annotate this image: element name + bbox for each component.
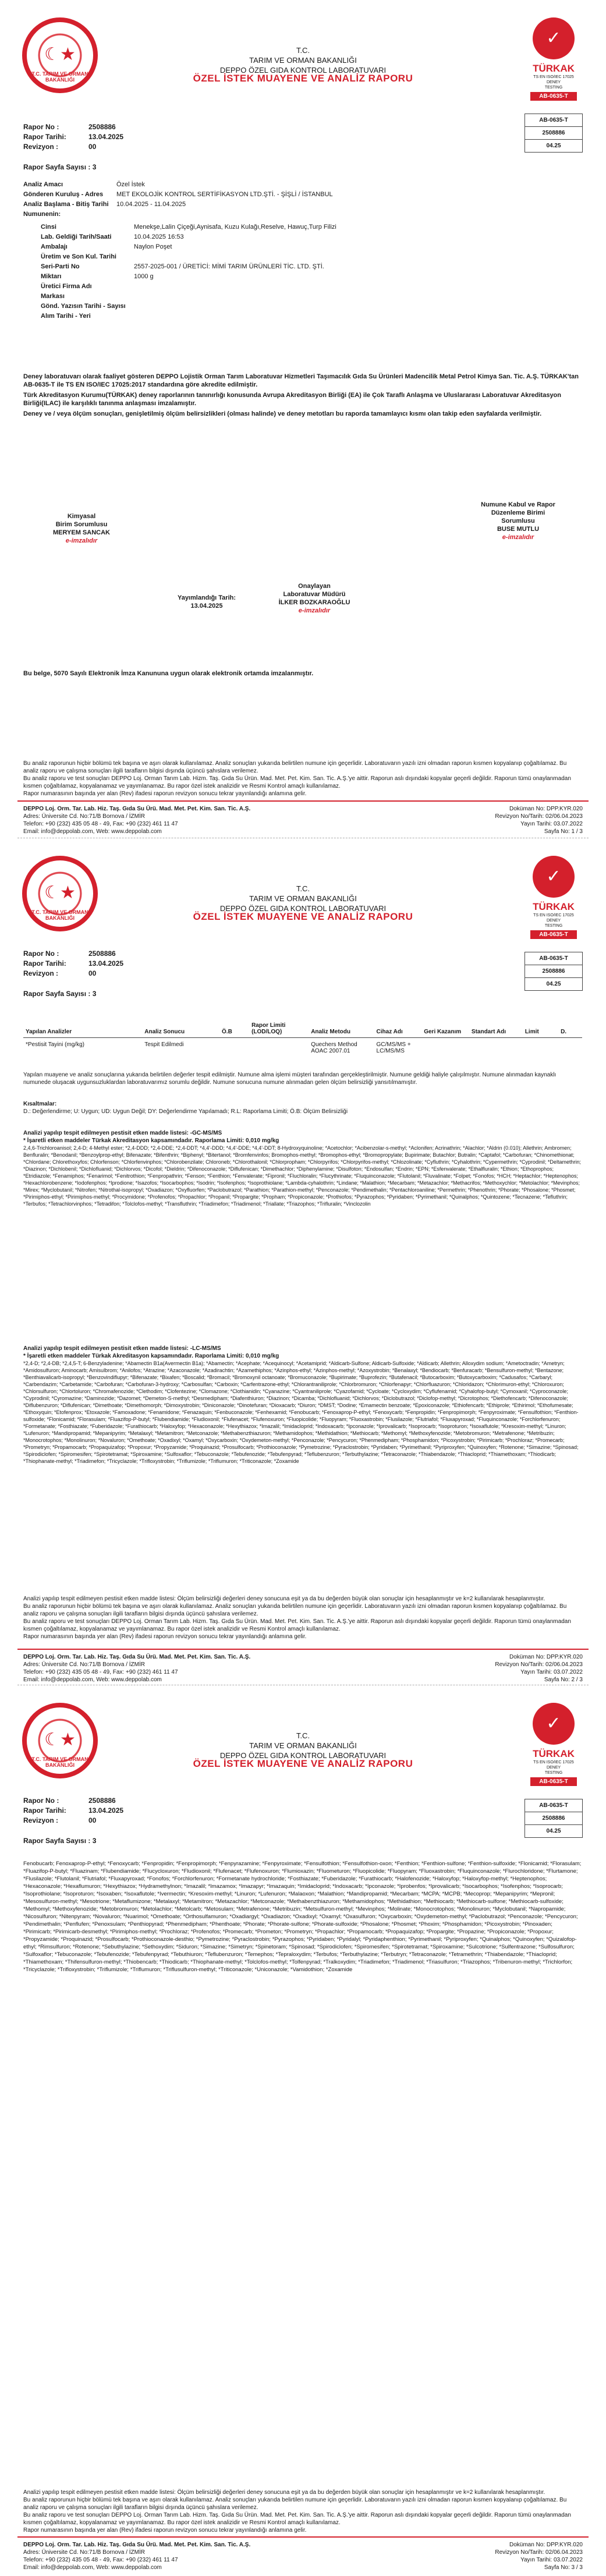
signer-chemical: Kimyasal Birim Sorumlusu MERYEM SANCAK e-imzalıdır xyxy=(53,513,110,544)
abbreviations: Kısaltmalar: D.: Değerlendirme; U: Uygun; UD: Uygun Değil; DY: Değerlendirme Yapılamadı; R.L: Raporlama Limiti; Ö.B: Ölçüm Belirsizliği xyxy=(23,1101,348,1115)
sample-info: Analiz Amacı Özel İstek Gönderen Kuruluş - Adres MET EKOLOJİK KONTROL SERTİFİKASYON LTD.ŞTİ. - ŞİŞLİ / İSTANBUL Analiz Başlama - Bitiş Tarihi 10.04.2025 - 11.04.2025 Numunenin: Cinsi Menekşe,Lalin Çiçeği,Aynisafa, Kuzu Kulağı,Reselve, Hawuç,Turp Filizi Lab. Geldiği Tarih/Saati 10.04.2025 16:53 Ambalajı Naylon Poşet Üretim ve Son Kul. Tarihi Seri-Parti No 2557-2025-001 / ÜRETİCİ: MİMİ TARIM ÜRÜNLERİ TİC. LTD. ŞTİ. Miktarı 1000 g Üretici Firma Adı Markası Gönd. Yazısın Tarihi - Sayısı Alım Tarihi - Yeri xyxy=(23,181,336,320)
page-footer: DEPPO Loj. Orm. Tar. Lab. Hiz. Taş. Gıda Su Ürü. Mad. Met. Pet. Kim. San. Tic. A.Ş. Adres: Üniversite Cd. No:71/B Bornova / İZMİR Telefon: +90 (232) 435 05 48 - 49, Fax: +90 (232) 461 11 47 Email: info@deppolab.com, Web: www.deppolab.com Doküman No: DPP.KYR.020 Revizyon No/Tarih: 02/06.04.2023 Yayın Tarihi: 03.07.2022 Sayfa No: 1 / 3 xyxy=(17,800,589,835)
accreditation-statement: Deney laboratuvarı olarak faaliyet gösteren DEPPO Lojistik Orman Tarım Laboratuvar Hizmetleri Taşımacılık Gıda Su Ürünleri Madencilik Metal Petrol Kimya San. Tic. A.Ş. TÜRKAK'tan AB-0635-T ile TS EN ISO/IEC 17025:2017 standardına göre akredite edilmiştir. Türk Akreditasyon Kurumu(TÜRKAK) deney raporlarının tanınırlığı konusunda Avrupa Akreditasyon Birliği (EA) ile Çok Taraflı Anlaşma ve Uluslararası Laboratuvar Akreditasyon Birliği(ILAC) ile karşılıklı tanınma anlaşması imzalamıştır. Deney ve / veya ölçüm sonuçları, genişletilmiş ölçüm belirsizlikleri (olması halinde) ve deney metotları bu raporda tamamlayıcı kısmı olan takip eden sayfalarda verilmiştir. xyxy=(23,373,579,417)
ministry-heading: T.C. TARIM VE ORMAN BAKANLIĞI DEPPO ÖZEL GIDA KONTROL LABORATUVARI xyxy=(219,46,387,75)
turkak-emblem-icon: ✓ xyxy=(533,856,575,898)
signer-lab-manager: Onaylayan Laboratuvar Müdürü İLKER BOZKARAOĞLU e-imzalıdır xyxy=(278,583,350,614)
ministry-seal: ☾★ T.C. TARIM VE ORMAN BAKANLIĞI xyxy=(22,856,98,931)
accreditation-box: AB-0635-T 2508886 04.25 xyxy=(525,1799,583,1838)
table-row: *Pestisit Tayini (mg/kg) Tespit Edilmedi Quechers Method AOAC 2007.01 GC/MS/MS + LC/MS/MS xyxy=(26,1041,411,1054)
result-notes: Yapılan muayene ve analiz sonuçlarına yukarıda belirtilen değerler tespit edilmiştir. Numune alma işlemi müşteri tarafından gerçekleştirilmiştir. Numune geldiği haliyle çalışılmıştır. Numune alınmadan kaynaklı numunede oluşacak uygunsuzluklardan laboratuvarımız sorumlu değildir. Numune sonucuna numune alınmadan gelen ölçüm belirsizliği yansıtılmamıştır. xyxy=(23,1072,557,1086)
ministry-heading: T.C. TARIM VE ORMAN BAKANLIĞI DEPPO ÖZEL GIDA KONTROL LABORATUVARI xyxy=(219,1731,387,1760)
lc-msms-list: Analizi yapılıp tespit edilmeyen pestisit etken madde listesi: -LC-MS/MS * İşaretli etken maddeler Türkak Akreditasyon kapsamındadır. Raporlama Limiti: 0,010 mg/kg *2,4-D; *2,4-DB; *2,4,5-T; 6-Benzyladenine; *Abamectin B1a(Avermectin B1a); *Abamectin; *Acephate; *Acequinocyl; *Acetamiprid; *Aldicarb-Sulfone; Aldicarb-Sulfoxide; *Aldicarb; Allethrin; Alloxydim sodium; *Ametoctradin; *Ametryn; *Amidosulfuron; Aminocarb; Amisulbrom; *Anilofos; *Atrazine; *Azaconazole; *Azadirachtin; *Azamethiphos; *Azinphos-ethyl; *Azinphos-methyl; *Azoxystrobin; *Benalaxyl; *Bendiocarb; *Benfuracarb; *Bensulfuron-methyl; *Bentazone; *Benthiavalicarb-isopropyl; *Benzovindiflupyr; *Bifenazate; *Bixafen; *Boscalid; *Bromacil; *Bromoxynil octanoate; *Bromuconazole; *Bupirimate; *Buprofezin; *Butafenacil; *Butocarboxim; *Butoxycarboxim; *Cadusafos; *Carbaryl; *Carbendazim; *Carbetamide; *Carbofuran; *Carbofuran-3-hydroxy; *Carbosulfan; *Carboxin; *Carfentrazone-ethyl; *Chlorantraniliprole; *Chlorbromuron; *Chlorfenapyr; *Chlorfluazuron; *Chloridazon; *Chlorimuron-ethyl; *Chloroxuron; *Chlorsulfuron; *Chlortoluron; *Chromafenozide; *Clethodim; *Clofentezine; *Clomazone; *Clothianidin; *Cyanazine; *Cyantraniliprole; *Cyazofamid; *Cycloate; *Cycloxydim; *Cyflufenamid; *Cyhalofop-butyl; *Cymoxanil; *Cyproconazole; *Cyprodinil; *Cyromazine; *Daminozide; *Dazomet; *Demeton-S-methyl; *Desmedipham; *Diafenthiuron; *Diazinon; *Dicamba; *Dichlofluanid; *Dichlorvos; *Diclobutrazol; *Diclofop-methyl; *Dicrotophos; *Diethofencarb; *Difenoconazole; *Diflubenzuron; *Diflufenican; *Dimethoate; *Dimethomorph; *Dimoxystrobin; *Diniconazole; *Dinotefuran; *Dioxacarb; *Diuron; *DMST; *Dodine; *Emamectin benzoate; *Epoxiconazole; *Ethiofencarb; *Ethiprole; *Ethirimol; *Ethofumesate; *Ethoxyquin; *Etofenprox; *Etoxazole; *Famoxadone; *Fenamidone; *Fenazaquin; *Fenbuconazole; *Fenhexamid; *Fenobucarb; *Fenoxaprop-P-ethyl; *Fenoxycarb; *Fenpropidin; *Fenpropimorph; *Fenpyroximate; *Fensulfothion; *Fenthion-sulfoxide; *Flonicamid; *Florasulam; *Fluazifop-P-butyl; *Flubendiamide; *Fludioxonil; *Flufenacet; *Flufenoxuron; *Fluopicolide; *Fluopyram; *Fluoxastrobin; *Flusilazole; *Flutriafol; *Fluxapyroxad; *Fluquinconazole; *Forchlorfenuron; *Formetanate; *Fosthiazate; *Fuberidazole; *Furathiocarb; *Haloxyfop; *Hexaconazole; *Hexythiazox; *Imazalil; *Imidacloprid; *Indoxacarb; *Ipconazole; *Iprovalicarb; *Isoprocarb; *Isoproturon; *Isoxaflutole; *Kresoxim-methyl; *Linuron; *Lufenuron; *Mandipropamid; *Mepanipyrim; *Metalaxyl; *Metamitron; *Metconazole; *Methabenzthiazuron; *Methamidophos; *Methidathion; *Methiocarb; *Methomyl; *Methoxyfenozide; *Metobromuron; *Metrafenone; *Metribuzin; *Monocrotophos; *Monolinuron; *Novaluron; *Omethoate; *Oxadixyl; *Oxamyl; *Oxycarboxin; *Oxydemeton-methyl; *Penconazole; *Pencycuron; *Phenmedipham; *Phosphamidon; *Picoxystrobin; *Pirimicarb; *Prochloraz; *Promecarb; *Prometryn; *Propamocarb; *Propaquizafop; *Propoxur; *Propyzamide; *Proquinazid; *Prosulfocarb; *Prothioconazole; *Pymetrozine; *Pyraclostrobin; *Pyridaben; *Pyrimethanil; *Pyriproxyfen; *Quinoxyfen; *Rotenone; *Simazine; *Spinosad; *Spirodiclofen; *Spiromesifen; *Spirotetramat; *Spiroxamine; *Sulfoxaflor; *Tebuconazole; *Tebufenozide; *Tebufenpyrad; *Teflubenzuron; *Terbuthylazine; *Tetraconazole; *Thiabendazole; *Thiacloprid; *Thiamethoxam; *Thiodicarb; *Thiophanate-methyl; *Triadimefon; *Tricyclazole; *Trifloxystrobin; *Triflumizole; *Triflumuron; *Triticonazole; *Zoxamide xyxy=(23,1345,579,1464)
page-footer: DEPPO Loj. Orm. Tar. Lab. Hiz. Taş. Gıda Su Ürü. Mad. Met. Pet. Kim. San. Tic. A.Ş. Adres: Üniversite Cd. No:71/B Bornova / İZMİR Telefon: +90 (232) 435 05 48 - 49, Fax: +90 (232) 461 11 47 Email: info@deppolab.com, Web: www.deppolab.com Doküman No: DPP.KYR.020 Revizyon No/Tarih: 02/06.04.2023 Yayın Tarihi: 03.07.2022 Sayfa No: 2 / 3 xyxy=(17,1649,589,1684)
accreditation-box: AB-0635-T 2508886 04.25 xyxy=(525,114,583,153)
page-number: Sayfa No: 1 / 3 xyxy=(544,828,583,835)
gc-msms-list: Analizi yapılıp tespit edilmeyen pestisit etken madde listesi: -GC-MS/MS * İşaretli etken maddeler Türkak Akreditasyon kapsamındadır. Raporlama Limiti: 0,010 mg/kg 2,4,6-Trichloroanisol; 2,4-D; 4-Methyl ester; *2,4-DDD; *2,4-DDE; *2,4-DDT; *4,4'-DDD; *4,4'-DDE; *4,4'-DDT; 8-Hydroxyquinoline; *Acetochlor; *Acibenzolar-s-methyl; *Aclonifen; Acrinathrin; *Alachlor; *Aldrin (0.010); Allethrin; Ambromen; Benfluralin; *Benodanil; *Benzoylprop-ethyl; Bifenazate; *Bifenthrin; *Biphenyl; *Bitertanol; *Bromfenvinfos; Bromophos-methyl; *Bromophos-ethyl; *Bromopropylate; Bupirimate; Butachlor; Butralin; *Captafol; *Carbofuran; *Chinomethionat; *Chlordane; Chlorethoxyfos; Chlorfenson; *Chlorfenvinphos; *Chlorobenzilate; Chloroneb; *Chlorothalonil; *Chlorpropham; *Chlorpyrifos; *Chlorpyrifos-methyl; *Chlozolinate; *Cyfluthrin; *Cyhalothrin; *Cypermethrin; *Cyprodinil; *Deltamethrin; *Diazinon; *Dichlobenil; *Dichlofluanid; *Dichlorvos; *Dicofol; *Dieldrin; *Difenoconazole; *Diflufenican; *Dimethachlor; *Diphenylamine; *Disulfoton; *Endosulfan; *Endrin; *EPN; *Esfenvalerate; *Ethalfluralin; *Ethion; *Ethoprophos; *Etridiazole; *Fenamiphos; *Fenarimol; *Fenitrothion; *Fenpropathrin; *Fenson; *Fenthion; *Fenvalerate; *Fipronil; *Fluchloralin; *Flucythrinate; *Fluquinconazole; *Flutolanil; *Fluvalinate; *Folpet; *Fonofos; *HCH; *Heptachlor; *Heptenophos; *Hexachlorobenzene; *Iodofenphos; *Iprodione; *Isazofos; *Isocarbophos; *Isodrin; *Isofenphos; *Isoprothiolane; *Lambda-cyhalothrin; *Lindane; *Malathion; *Mecarbam; *Metazachlor; *Methacrifos; *Methoxychlor; *Metolachlor; *Mevinphos; *Mirex; *Myclobutanil; *Nitrofen; *Nitrothal-isopropyl; *Oxadiazon; *Oxyfluorfen; *Paclobutrazol; *Parathion; *Parathion-methyl; *Penconazole; *Pendimethalin; *Pentachloroaniline; *Permethrin; *Phenothrin; *Phorate; *Phosalone; *Phosmet; *Pirimiphos-ethyl; *Pirimiphos-methyl; *Procymidone; *Profenofos; *Propachlor; *Propanil; *Propargite; *Propham; *Propiconazole; *Prothiofos; *Pyrazophos; *Pyridaben; *Pyrimethanil; *Quinalphos; *Quintozene; *Tecnazene; *Tefluthrin; *Terbufos; *Tetrachlorvinphos; *Tetradifon; *Tolclofos-methyl; *Transfluthrin; *Triadimefon; *Triadimenol; *Triallate; *Triazophos; *Trifluralin; *Vinclozolin xyxy=(23,1130,581,1207)
accreditation-box: AB-0635-T 2508886 04.25 xyxy=(525,952,583,991)
turkak-logo: ✓ TÜRKAK TS EN ISO/IEC 17025 DENEY TESTING AB-0635-T xyxy=(525,17,583,101)
turkak-logo: ✓ TÜRKAK TS EN ISO/IEC 17025 DENEY TESTING AB-0635-T xyxy=(525,1703,583,1786)
crescent-star-icon: ☾★ xyxy=(44,1730,76,1749)
report-page-2 xyxy=(17,838,589,1685)
report-title: ÖZEL İSTEK MUAYENE VE ANALİZ RAPORU xyxy=(193,73,413,84)
report-date: 13.04.2025 xyxy=(88,133,124,141)
disclaimer: Analizi yapılıp tespit edilmeyen pestisit etken madde listesi: Ölçüm belirsizliği değerleri deney sonucuna eşit ya da bu değerden büyük olan sonuçlar için hesaplanmıştır ve k=2 kullanılarak hesaplanmıştır. Bu analiz raporunun hiçbir bölümü tek başına ve aşırı olarak kullanılamaz. Analiz sonuçları yukarıda belirtilen numune için geçerlidir. Laboratuvarın yazılı izni olmadan raporun kısmen kopyalanıp çoğaltılamaz. Bu analiz raporu ve çalışma sonuçları ilgili tarafların bilgisi dışında üçüncü şahıslara verilemez. Bu analiz raporu ve test sonuçları DEPPO Loj. Orman Tarım Lab. Hizm. Taş. Gıda Su Ürün. Mad. Met. Pet. Kim. San. Tic. A.Ş.'ye aittir. Raporun aslı dışındaki kopyalar geçerli değildir. Raporun tümü onaylanmadan kısmen çoğaltılamaz, kopyalanamaz ve yayımlanamaz. Bu rapor özel istek analizidir ve Resmi Kontrol amaçlı kullanılamaz. Rapor numarasının başında yer alan (Rev) ifadesi raporun revizyon sonucu tekrar yayınlandığı anlamına gelir. xyxy=(23,2489,571,2534)
report-meta: Rapor No : 2508886 Rapor Tarihi: 13.04.2025 Revizyon : 00 Rapor Sayfa Sayısı : 3 xyxy=(23,123,124,171)
crescent-star-icon: ☾★ xyxy=(44,883,76,902)
publish-date: Yayımlandığı Tarih: 13.04.2025 xyxy=(177,594,236,610)
page-footer: DEPPO Loj. Orm. Tar. Lab. Hiz. Taş. Gıda Su Ürü. Mad. Met. Pet. Kim. San. Tic. A.Ş. Adres: Üniversite Cd. No:71/B Bornova / İZMİR Telefon: +90 (232) 435 05 48 - 49, Fax: +90 (232) 461 11 47 Email: info@deppolab.com, Web: www.deppolab.com Doküman No: DPP.KYR.020 Revizyon No/Tarih: 02/06.04.2023 Yayın Tarihi: 03.07.2022 Sayfa No: 3 / 3 xyxy=(17,2536,589,2571)
crescent-star-icon: ☾★ xyxy=(44,45,76,64)
report-meta: Rapor No : 2508886 Rapor Tarihi: 13.04.2025 Revizyon : 00 Rapor Sayfa Sayısı : 3 xyxy=(23,949,124,998)
turkak-emblem-icon: ✓ xyxy=(533,1703,575,1745)
esign-note: Bu belge, 5070 Sayılı Elektronik İmza Kanununa uygun olarak elektronik ortamda imzalanmıştır. xyxy=(23,670,314,677)
report-number: 2508886 xyxy=(88,123,116,131)
report-title: ÖZEL İSTEK MUAYENE VE ANALİZ RAPORU xyxy=(193,1758,413,1769)
ministry-seal: ☾★ T.C. TARIM VE ORMAN BAKANLIĞI xyxy=(22,1703,98,1778)
page-number: Sayfa No: 2 / 3 xyxy=(544,1677,583,1683)
page-header xyxy=(17,0,589,137)
analysis-table xyxy=(23,1020,582,1058)
signer-sample-intake: Numune Kabul ve Rapor Düzenleme Birimi Sorumlusu BUSE MUTLU e-imzalıdır xyxy=(481,501,555,541)
seal-text: T.C. TARIM VE ORMAN BAKANLIĞI xyxy=(31,71,88,83)
disclaimer: Analizi yapılıp tespit edilmeyen pestisit etken madde listesi: Ölçüm belirsizliği değerleri deney sonucuna eşit ya da bu değerden büyük olan sonuçlar için hesaplanmıştır ve k=2 kullanılarak hesaplanmıştır. Bu analiz raporunun hiçbir bölümü tek başına ve aşırı olarak kullanılamaz. Analiz sonuçları yukarıda belirtilen numune için geçerlidir. Laboratuvarın yazılı izni olmadan raporun kısmen kopyalanıp çoğaltılamaz. Bu analiz raporu ve çalışma sonuçları ilgili tarafların bilgisi dışında üçüncü şahıslara verilemez. Bu analiz raporu ve test sonuçları DEPPO Loj. Orman Tarım Lab. Hizm. Taş. Gıda Su Ürün. Mad. Met. Pet. Kim. San. Tic. A.Ş.'ye aittir. Raporun aslı dışındaki kopyalar geçerli değildir. Raporun tümü onaylanmadan kısmen çoğaltılamaz, kopyalanamaz ve yayımlanamaz. Bu rapor özel istek analizidir ve Resmi Kontrol amaçlı kullanılamaz. Rapor numarasının başında yer alan (Rev) ifadesi raporun revizyon sonucu tekrar yayınlandığı anlamına gelir. xyxy=(23,1596,571,1640)
ministry-heading: T.C. TARIM VE ORMAN BAKANLIĞI DEPPO ÖZEL GIDA KONTROL LABORATUVARI xyxy=(219,884,387,913)
page-count: Rapor Sayfa Sayısı : 3 xyxy=(23,163,97,171)
report-meta: Rapor No : 2508886 Rapor Tarihi: 13.04.2025 Revizyon : 00 Rapor Sayfa Sayısı : 3 xyxy=(23,1797,124,1845)
report-page-1 xyxy=(17,0,589,838)
report-title: ÖZEL İSTEK MUAYENE VE ANALİZ RAPORU xyxy=(193,911,413,922)
disclaimer: Bu analiz raporunun hiçbir bölümü tek başına ve aşırı olarak kullanılamaz. Analiz sonuçları yukarıda belirtilen numune için geçerlidir. Laboratuvarın yazılı izni olmadan raporun kısmen kopyalanıp çoğaltılamaz. Bu analiz raporu ve çalışma sonuçları ilgili tarafların bilgisi dışında üçüncü şahıslara verilemez. Bu analiz raporu ve test sonuçları DEPPO Loj. Orman Tarım Lab. Hizm. Taş. Gıda Su Ürün. Mad. Met. Pet. Kim. San. Tic. A.Ş.'ye aittir. Raporun aslı dışındaki kopyalar geçerli değildir. Raporun tümü onaylanmadan kısmen çoğaltılamaz, kopyalanamaz ve yayımlanamaz. Bu rapor özel istek analizidir ve Resmi Kontrol amaçlı kullanılamaz. Rapor numarasının başında yer alan (Rev) ifadesi raporun revizyon sonucu tekrar yayınlandığı anlamına gelir. xyxy=(23,760,571,797)
lc-msms-list-continued: Fenobucarb; Fenoxaprop-P-ethyl; *Fenoxycarb; *Fenpropidin; *Fenpropimorph; *Fenpyrazamine; *Fenpyroximate; *Fensulfothion; *Fensulfothion-oxon; *Fenthion; *Fenthion-sulfone; *Fenthion-sulfoxide; *Flonicamid; *Florasulam; *Fluazifop-P-butyl; *Fluazinam; *Flubendiamide; *Flucycloxuron; *Fludioxonil; *Flufenacet; *Flufenoxuron; *Flumioxazin; *Fluometuron; *Fluopicolide; *Fluopyram; *Fluoxastrobin; *Fluquinconazole; *Flurochloridone; *Flurtamone; *Flusilazole; *Flutolanil; *Flutriafol; *Fluxapyroxad; *Fonofos; *Forchlorfenuron; *Formetanate hydrochloride; *Fosthiazate; *Fuberidazole; *Furathiocarb; *Halofenozide; *Haloxyfop; *Haloxyfop-methyl; *Heptenophos; *Hexaconazole; *Hexaflumuron; *Hexythiazox; *Hydramethylnon; *Imazalil; *Imazamox; *Imazapyr; *Imazaquin; *Imidacloprid; *Indoxacarb; *Ipconazole; *Iprobenfos; *Iprovalicarb; *Isocarbophos; *Isofenphos; *Isoprocarb; *Isoprothiolane; *Isoproturon; *Isoxaben; *Isoxaflutole; *Ivermectin; *Kresoxim-methyl; *Linuron; *Lufenuron; *Malaoxon; *Malathion; *Mandipropamid; *Mecarbam; *MCPA; *MCPB; *Mecoprop; *Mepanipyrim; *Mepronil; *Mesosulfuron-methyl; *Mesotrione; *Metaflumizone; *Metalaxyl; *Metamitron; *Metazachlor; *Metconazole; *Methabenzthiazuron; *Methamidophos; *Methidathion; *Methiocarb; *Methiocarb-sulfone; *Methiocarb-sulfoxide; *Methomyl; *Methoxyfenozide; *Metobromuron; *Metolachlor; *Metolcarb; *Metosulam; *Metrafenone; *Metribuzin; *Metsulfuron-methyl; *Mevinphos; *Molinate; *Monocrotophos; *Monolinuron; *Myclobutanil; *Napropamide; *Nicosulfuron; *Nitenpyram; *Novaluron; *Nuarimol; *Omethoate; *Orthosulfamuron; *Oxadiargyl; *Oxadiazon; *Oxadixyl; *Oxamyl; *Oxasulfuron; *Oxycarboxin; *Oxydemeton-methyl; *Paclobutrazol; *Penconazole; *Pencycuron; *Pendimethalin; *Penflufen; *Penoxsulam; *Penthiopyrad; *Phenmedipham; *Phenthoate; *Phorate; *Phorate-sulfone; *Phorate-sulfoxide; *Phosalone; *Phosmet; *Phoxim; *Phosphamidon; *Picoxystrobin; *Pinoxaden; *Pirimicarb; *Pirimicarb-desmethyl; *Pirimiphos-methyl; *Prochloraz; *Profenofos; *Promecarb; *Prometon; *Prometryn; *Propachlor; *Propamocarb; *Propaquizafop; *Propargite; *Propazine; *Propiconazole; *Propoxur; *Propyzamide; *Proquinazid; *Prosulfocarb; *Prothioconazole-desthio; *Pymetrozine; *Pyraclostrobin; *Pyrazophos; *Pyridaben; *Pyridalyl; *Pyridaphenthion; *Pyrimethanil; *Pyriproxyfen; *Quinalphos; *Quinoxyfen; *Quizalofop-ethyl; *Rimsulfuron; *Rotenone; *Sebuthylazine; *Sethoxydim; *Siduron; *Simazine; *Simetryn; *Spinetoram; *Spinosad; *Spirodiclofen; *Spiromesifen; *Spirotetramat; *Spiroxamine; *Sulcotrione; *Sulfentrazone; *Sulfosulfuron; *Sulfoxaflor; *Tebuconazole; *Tebufenozide; *Tebufenpyrad; *Tebuthiuron; *Teflubenzuron; *Temephos; *Tepraloxydim; *Terbufos; *Terbuthylazine; *Terbutryn; *Tetraconazole; *Tetramethrin; *Thiabendazole; *Thiacloprid; *Thiamethoxam; *Thifensulfuron-methyl; *Thiobencarb; *Thiodicarb; *Thiophanate-methyl; *Tolclofos-methyl; *Tolfenpyrad; *Tralkoxydim; *Triadimefon; *Triadimenol; *Triasulfuron; *Triazophos; *Tribenuron-methyl; *Trichlorfon; *Tricyclazole; *Trifloxystrobin; *Triflumizole; *Triflumuron; *Triflusulfuron-methyl; *Triticonazole; *Uniconazole; *Vamidothion; *Zoxamide xyxy=(23,1861,582,1973)
turkak-logo: ✓ TÜRKAK TS EN ISO/IEC 17025 DENEY TESTING AB-0635-T xyxy=(525,856,583,939)
turkak-emblem-icon: ✓ xyxy=(533,17,575,59)
report-page-3 xyxy=(17,1685,589,2576)
page-number: Sayfa No: 3 / 3 xyxy=(544,2564,583,2571)
table-header-row: Yapılan Analizler Analiz Sonucu Ö.B Rapor Limiti (LOD/LOQ) Analiz Metodu Cihaz Adı Geri Kazanım Standart Adı Limit D. xyxy=(23,1020,582,1038)
revision-number: 00 xyxy=(88,143,97,151)
